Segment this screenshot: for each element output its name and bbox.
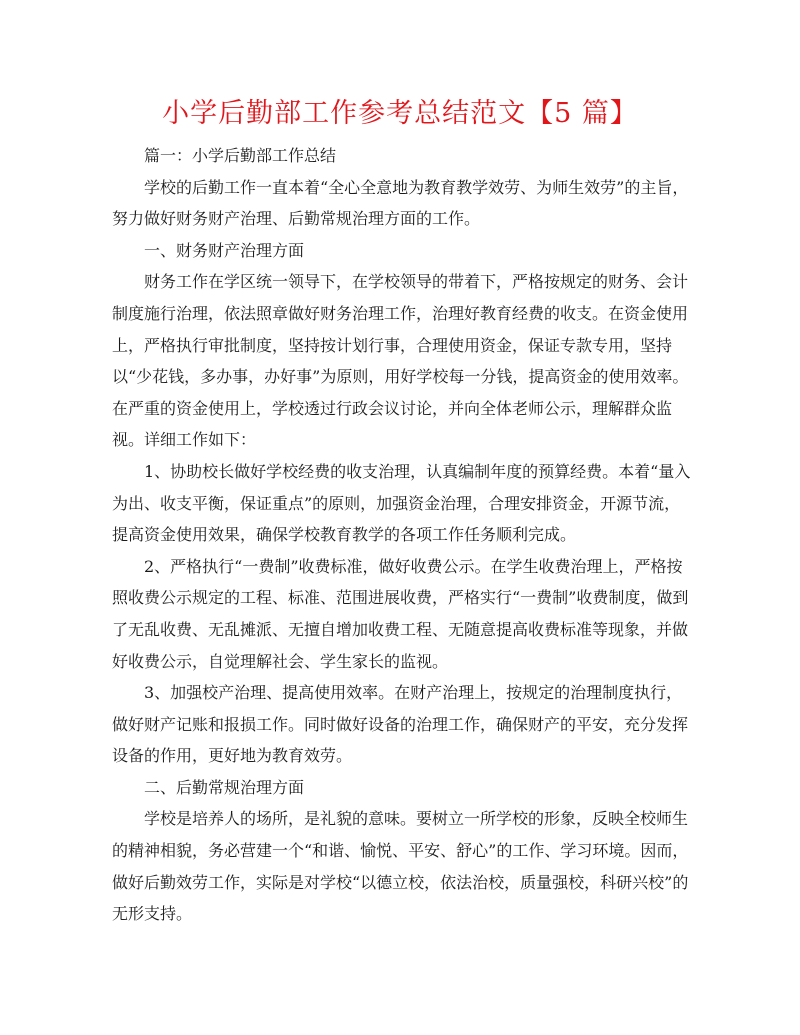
paragraph-intro: 学校的后勤工作一直本着“全心全意地为教育教学效劳、为师生效劳”的主旨，努力做好财务财产治理、后勤常规治理方面的工作。 <box>112 177 689 229</box>
section-heading-finance: 一、财务财产治理方面 <box>144 240 305 260</box>
section-heading-part-one: 篇一：小学后勤部工作总结 <box>144 146 337 165</box>
paragraph-finance: 财务工作在学区统一领导下，在学校领导的带着下，严格按规定的财务、会计制度施行治理，依法照章做好财务治理工作，治理好教育经费的收支。在资金使用上，严格执行审批制度，坚持按计划行事，合理使用资金，保证专款专用，坚持以“少花钱，多办事，办好事”为原则，用好学校每一分钱，提高资金的使用效率。在严重的资金使用上，学校透过行政会议讨论，并向全体老师公示，理解群众监视。详细工作如下： <box>112 272 689 450</box>
document-title: 小学后勤部工作参考总结范文【5 篇】 <box>162 98 638 129</box>
section-heading-logistics: 二、后勤常规治理方面 <box>144 777 305 797</box>
list-item-1: 1、协助校长做好学校经费的收支治理，认真编制年度的预算经费。本着“量入为出、收支平衡，保证重点”的原则，加强资金治理，合理安排资金，开源节流，提高资金使用效果，确保学校教育教学的各项工作任务顺利完成。 <box>112 461 691 545</box>
list-item-3: 3、加强校产治理、提高使用效率。在财产治理上，按规定的治理制度执行，做好财产记账和报损工作。同时做好设备的治理工作，确保财产的平安，充分发挥设备的作用，更好地为教育效劳。 <box>112 683 689 766</box>
document-body <box>112 140 692 930</box>
list-item-2: 2、严格执行“一费制”收费标准，做好收费公示。在学生收费治理上，严格按照收费公示规定的工程、标准、范围进展收费，严格实行“一费制”收费制度，做到了无乱收费、无乱摊派、无擅自增加收费工程、无随意提高收费标准等现象，并做好收费公示，自觉理解社会、学生家长的监视。 <box>112 556 689 671</box>
paragraph-logistics: 学校是培养人的场所，是礼貌的意味。要树立一所学校的形象，反映全校师生的精神相貌，务必营建一个“和谐、愉悦、平安、舒心”的工作、学习环境。因而，做好后勤效劳工作，实际是对学校“以德立校，依法治校，质量强校，科研兴校”的无形支持。 <box>112 809 689 924</box>
